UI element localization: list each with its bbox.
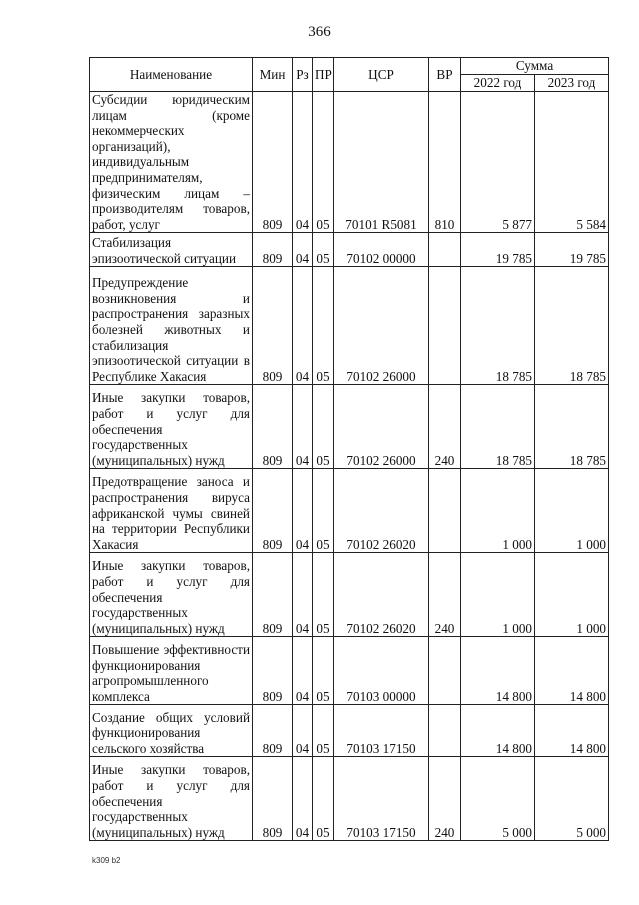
row-csr: 70103 17150 (334, 757, 429, 841)
row-sum-2022: 18 785 (461, 267, 535, 385)
row-min: 809 (253, 705, 293, 757)
row-name: Предотвращение заноса и распространения вируса африканской чумы свиней на территории Республики Хакасия (90, 469, 253, 553)
row-pr: 05 (313, 705, 334, 757)
row-pr: 05 (313, 757, 334, 841)
table-row (90, 553, 609, 637)
row-sum-2023: 14 800 (535, 637, 609, 705)
table-row (90, 757, 609, 841)
row-vr (429, 705, 461, 757)
header-min: Мин (253, 58, 293, 92)
row-rz: 04 (293, 233, 313, 267)
header-vr: ВР (429, 58, 461, 92)
row-sum-2023: 19 785 (535, 233, 609, 267)
row-pr: 05 (313, 637, 334, 705)
row-sum-2023: 18 785 (535, 385, 609, 469)
budget-table (89, 57, 609, 841)
row-sum-2022: 14 800 (461, 637, 535, 705)
row-name: Предупреждение возникновения и распространения заразных болезней животных и стабилизация эпизоотической ситуации в Республике Хакасия (90, 267, 253, 385)
header-2023: 2023 год (535, 75, 609, 92)
row-rz: 04 (293, 757, 313, 841)
row-min: 809 (253, 267, 293, 385)
row-csr: 70102 26020 (334, 553, 429, 637)
row-sum-2022: 14 800 (461, 705, 535, 757)
table-row (90, 705, 609, 757)
row-rz: 04 (293, 553, 313, 637)
row-csr: 70102 26000 (334, 385, 429, 469)
row-csr: 70103 17150 (334, 705, 429, 757)
row-sum-2023: 5 584 (535, 92, 609, 233)
row-min: 809 (253, 469, 293, 553)
row-sum-2022: 1 000 (461, 469, 535, 553)
table-row (90, 92, 609, 233)
row-name: Иные закупки товаров, работ и услуг для обеспечения государственных (муниципальных) нужд (90, 757, 253, 841)
header-name: Наименование (90, 58, 253, 92)
row-sum-2022: 5 877 (461, 92, 535, 233)
row-rz: 04 (293, 92, 313, 233)
header-rz: Рз (293, 58, 313, 92)
row-csr: 70103 00000 (334, 637, 429, 705)
row-min: 809 (253, 553, 293, 637)
row-pr: 05 (313, 469, 334, 553)
row-name: Субсидии юридическим лицам (кроме некоммерческих организаций), индивидуальным предпринимателям, физическим лицам – производителям товаров, работ, услуг (90, 92, 253, 233)
row-rz: 04 (293, 637, 313, 705)
row-sum-2023: 14 800 (535, 705, 609, 757)
table-row (90, 233, 609, 267)
table-row (90, 637, 609, 705)
row-name: Иные закупки товаров, работ и услуг для обеспечения государственных (муниципальных) нужд (90, 553, 253, 637)
row-rz: 04 (293, 705, 313, 757)
page-number: 366 (308, 24, 331, 40)
table-row (90, 267, 609, 385)
table-row (90, 469, 609, 553)
row-name: Создание общих условий функционирования сельского хозяйства (90, 705, 253, 757)
row-name: Иные закупки товаров, работ и услуг для обеспечения государственных (муниципальных) нужд (90, 385, 253, 469)
row-vr: 240 (429, 757, 461, 841)
row-vr: 240 (429, 553, 461, 637)
row-vr (429, 233, 461, 267)
row-pr: 05 (313, 385, 334, 469)
row-rz: 04 (293, 385, 313, 469)
row-sum-2023: 18 785 (535, 267, 609, 385)
row-min: 809 (253, 637, 293, 705)
header-csr: ЦСР (334, 58, 429, 92)
row-pr: 05 (313, 92, 334, 233)
header-pr: ПР (313, 58, 334, 92)
row-sum-2022: 1 000 (461, 553, 535, 637)
row-rz: 04 (293, 469, 313, 553)
row-pr: 05 (313, 267, 334, 385)
row-vr (429, 267, 461, 385)
row-min: 809 (253, 233, 293, 267)
footer-code: k309 b2 (92, 856, 121, 865)
row-sum-2022: 19 785 (461, 233, 535, 267)
row-csr: 70101 R5081 (334, 92, 429, 233)
row-name: Повышение эффективности функционирования агропромышленного комплекса (90, 637, 253, 705)
row-sum-2022: 18 785 (461, 385, 535, 469)
row-pr: 05 (313, 553, 334, 637)
row-pr: 05 (313, 233, 334, 267)
row-vr: 240 (429, 385, 461, 469)
row-sum-2022: 5 000 (461, 757, 535, 841)
row-sum-2023: 5 000 (535, 757, 609, 841)
row-min: 809 (253, 385, 293, 469)
row-name: Стабилизация эпизоотической ситуации (90, 233, 253, 267)
row-min: 809 (253, 757, 293, 841)
row-vr (429, 469, 461, 553)
row-sum-2023: 1 000 (535, 469, 609, 553)
row-rz: 04 (293, 267, 313, 385)
header-2022: 2022 год (461, 75, 535, 92)
row-vr: 810 (429, 92, 461, 233)
row-vr (429, 637, 461, 705)
row-sum-2023: 1 000 (535, 553, 609, 637)
row-csr: 70102 26020 (334, 469, 429, 553)
row-min: 809 (253, 92, 293, 233)
row-csr: 70102 00000 (334, 233, 429, 267)
header-sum: Сумма (461, 58, 609, 75)
table-row (90, 385, 609, 469)
row-csr: 70102 26000 (334, 267, 429, 385)
